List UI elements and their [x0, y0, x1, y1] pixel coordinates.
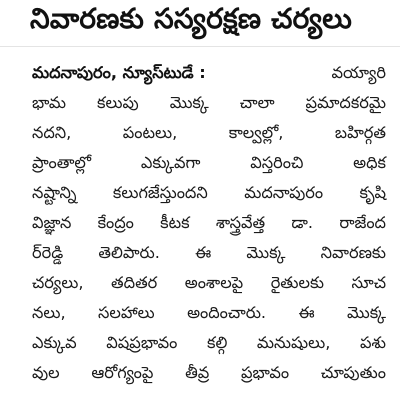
article-headline: నివారణకు సస్యరక్షణ చర్యలు	[30, 2, 352, 35]
article-line-11: వుల ఆరోగ్యంపై తీవ్ర ప్రభావం చూపుతుం	[32, 363, 386, 382]
article-line-5: నష్టాన్ని కలుగజేస్తుందని మదనాపురం కృషి	[32, 183, 386, 202]
headline-divider	[0, 46, 400, 47]
article-line-4: ప్రాంతాల్లో ఎక్కువగా విస్తరించి అధిక	[32, 153, 386, 172]
article-line-6: విజ్ఞాన కేంద్రం కీటక శాస్త్రవేత్త డా. రాజేంద	[32, 213, 386, 232]
article-line-9: నలు, సలహాలు అందించారు. ఈ మొక్క	[32, 303, 386, 322]
article-line-1: వయ్యారి	[331, 63, 386, 82]
article-opening-line	[32, 58, 386, 88]
article-line-8: చర్యలు, తదితర అంశాలపై రైతులకు సూచ	[32, 273, 386, 292]
article-line-7: ర్‌రెడ్డి తెలిపారు. ఈ మొక్క నివారణకు	[32, 243, 386, 262]
article-line-2: భామ కలుపు మొక్క చాలా ప్రమాదకరమై	[32, 93, 386, 112]
article-dateline: మదనాపురం, న్యూస్‌టుడే :	[32, 63, 206, 82]
article-line-10: ఎక్కువ విషప్రభావం కల్గి మనుషులు, పశు	[32, 333, 386, 352]
article-line-3: నదని, పంటలు, కాల్వల్లో, బహిర్గత	[32, 123, 386, 142]
